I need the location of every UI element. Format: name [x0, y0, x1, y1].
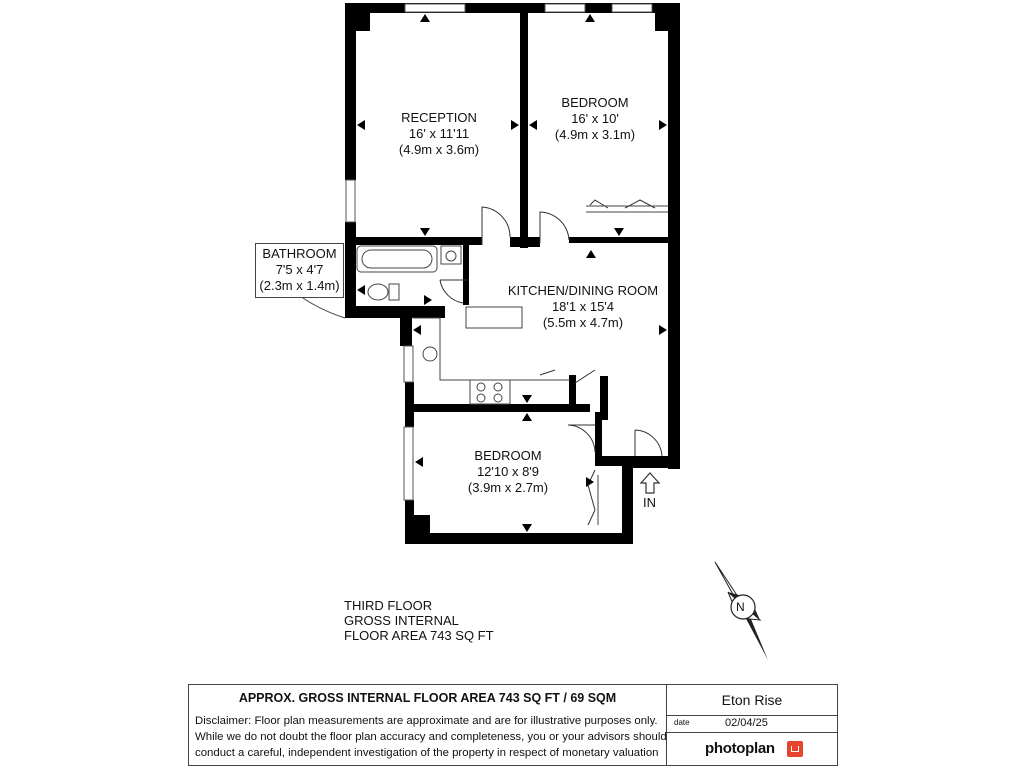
room-label-bathroom — [255, 246, 344, 294]
date-row — [667, 715, 837, 733]
room-name: BATHROOM — [262, 246, 337, 261]
date-key: date — [674, 718, 690, 727]
room-name: RECEPTION — [401, 110, 477, 125]
room-size-metric: (2.3m x 1.4m) — [259, 278, 340, 293]
toilet — [368, 284, 388, 300]
brand — [667, 733, 837, 765]
entrance-label: IN — [643, 495, 656, 510]
floor-info-line: FLOOR AREA 743 SQ FT — [344, 628, 494, 643]
floor-info-line: THIRD FLOOR — [344, 598, 433, 613]
room-name: KITCHEN/DINING ROOM — [507, 283, 659, 298]
sink — [423, 347, 437, 361]
room-size-imperial: 16' x 11'11 — [408, 126, 470, 141]
room-label-kitchen — [503, 283, 663, 331]
brand-logo-icon — [787, 741, 803, 757]
room-size-imperial: 12'10 x 8'9 — [476, 464, 540, 479]
room-label-bedroom-2 — [458, 448, 558, 496]
room-size-metric: (3.9m x 2.7m) — [467, 480, 549, 495]
footer-panel — [188, 684, 838, 766]
compass-north-label: N — [736, 600, 745, 614]
floor-info-line: GROSS INTERNAL — [344, 613, 459, 628]
footer-right — [667, 685, 837, 765]
room-label-bedroom-1 — [545, 95, 645, 143]
room-name: BEDROOM — [474, 448, 542, 463]
room-size-imperial: 18'1 x 15'4 — [551, 299, 615, 314]
windows — [346, 4, 652, 500]
hob — [470, 380, 510, 404]
entrance-arrow — [641, 473, 659, 493]
area-headline: APPROX. GROSS INTERNAL FLOOR AREA 743 SQ FT / 69 SQM — [238, 691, 617, 705]
bathroom-leader — [300, 296, 345, 318]
disclaimer-line: Disclaimer: Floor plan measurements are approximate and are for illustrative purposes only. — [195, 715, 658, 727]
room-size-imperial: 16' x 10' — [571, 111, 619, 126]
room-name: BEDROOM — [561, 95, 629, 110]
date-value: 02/04/25 — [725, 717, 768, 729]
footer-left — [189, 685, 667, 765]
brand-logo-text: photoplan — [705, 740, 775, 757]
room-size-metric: (4.9m x 3.1m) — [554, 127, 636, 142]
room-size-imperial: 7'5 x 4'7 — [275, 262, 324, 277]
room-label-reception — [389, 110, 489, 158]
disclaimer-line: While we do not doubt the floor plan accuracy and completeness, you or your advisors should — [195, 731, 667, 743]
room-size-metric: (5.5m x 4.7m) — [542, 315, 624, 330]
property-name: Eton Rise — [667, 685, 837, 716]
disclaimer-line: conduct a careful, independent investigation of the property in respect of monetary valuation — [195, 747, 659, 759]
disclaimer — [195, 713, 667, 761]
room-size-metric: (4.9m x 3.6m) — [398, 142, 480, 157]
floor-info — [344, 598, 494, 643]
